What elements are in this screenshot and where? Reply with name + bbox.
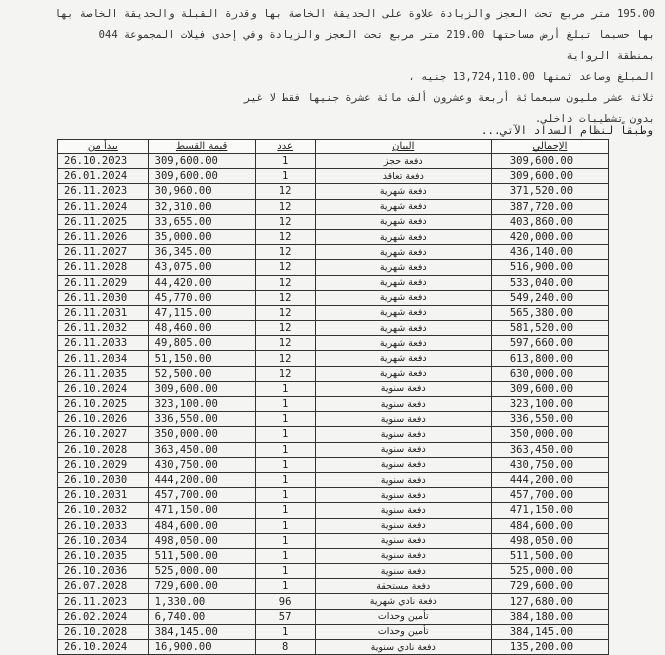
start-date-cell: 26.10.2025 <box>58 397 149 412</box>
table-row <box>58 427 609 442</box>
description-cell: دفعة شهرية <box>315 305 491 320</box>
count-cell: 1 <box>255 503 315 518</box>
description-cell: دفعة نادي سنوية <box>315 640 491 655</box>
description-cell: تأمين وحدات <box>315 624 491 639</box>
count-cell: 1 <box>255 169 315 184</box>
installment-value-cell: 309,600.00 <box>148 381 255 396</box>
count-cell: 8 <box>255 640 315 655</box>
table-row <box>58 457 609 472</box>
count-cell: 12 <box>255 366 315 381</box>
total-cell: 457,700.00 <box>491 488 608 503</box>
start-date-cell: 26.10.2032 <box>58 503 149 518</box>
total-cell: 309,600.00 <box>491 169 608 184</box>
start-date-cell: 26.11.2024 <box>58 199 149 214</box>
start-date-cell: 26.11.2029 <box>58 275 149 290</box>
total-cell: 484,600.00 <box>491 518 608 533</box>
start-date-cell: 26.11.2035 <box>58 366 149 381</box>
table-row <box>58 305 609 320</box>
total-cell: 511,500.00 <box>491 548 608 563</box>
installment-value-cell: 48,460.00 <box>148 321 255 336</box>
description-cell: دفعة مستحقة <box>315 579 491 594</box>
description-cell: دفعة شهرية <box>315 366 491 381</box>
count-cell: 1 <box>255 472 315 487</box>
description-cell: دفعة سنوية <box>315 472 491 487</box>
table-row <box>58 624 609 639</box>
installment-value-cell: 444,200.00 <box>148 472 255 487</box>
start-date-cell: 26.07.2028 <box>58 579 149 594</box>
start-date-cell: 26.10.2028 <box>58 624 149 639</box>
count-cell: 1 <box>255 579 315 594</box>
start-date-cell: 26.11.2031 <box>58 305 149 320</box>
installment-value-cell: 309,600.00 <box>148 169 255 184</box>
total-cell: 403,860.00 <box>491 214 608 229</box>
count-cell: 12 <box>255 199 315 214</box>
table-row <box>58 640 609 655</box>
table-row <box>58 518 609 533</box>
description-cell: دفعة شهرية <box>315 351 491 366</box>
table-header-row <box>58 140 609 154</box>
table-row <box>58 229 609 244</box>
description-cell: دفعة سنوية <box>315 533 491 548</box>
description-cell: دفعة شهرية <box>315 321 491 336</box>
count-cell: 12 <box>255 229 315 244</box>
installment-value-cell: 511,500.00 <box>148 548 255 563</box>
count-cell: 1 <box>255 457 315 472</box>
description-cell: دفعة سنوية <box>315 457 491 472</box>
table-row <box>58 154 609 169</box>
installment-value-cell: 47,115.00 <box>148 305 255 320</box>
installment-value-cell: 525,000.00 <box>148 564 255 579</box>
start-date-cell: 26.10.2029 <box>58 457 149 472</box>
installment-value-cell: 51,150.00 <box>148 351 255 366</box>
start-date-cell: 26.11.2033 <box>58 336 149 351</box>
header-installment-value: قيمة القسط <box>148 140 255 154</box>
start-date-cell: 26.11.2025 <box>58 214 149 229</box>
total-cell: 613,800.00 <box>491 351 608 366</box>
start-date-cell: 26.10.2036 <box>58 564 149 579</box>
count-cell: 12 <box>255 290 315 305</box>
start-date-cell: 26.11.2032 <box>58 321 149 336</box>
start-date-cell: 26.10.2027 <box>58 427 149 442</box>
total-cell: 565,380.00 <box>491 305 608 320</box>
description-cell: دفعة سنوية <box>315 518 491 533</box>
payment-intro: وطبقاً لنظام السداد الآتي... <box>480 124 653 137</box>
description-cell: دفعة سنوية <box>315 488 491 503</box>
preamble-line: المبلغ وصاعد ثمنها 13,724,110.00 جنيه ، <box>408 71 655 83</box>
installment-value-cell: 32,310.00 <box>148 199 255 214</box>
description-cell: دفعة سنوية <box>315 412 491 427</box>
table-row <box>58 412 609 427</box>
count-cell: 57 <box>255 609 315 624</box>
table-row <box>58 351 609 366</box>
description-cell: دفعة شهرية <box>315 184 491 199</box>
preamble-line: 195.00 متر مربع تحت العجز والزيادة علاوة على الحديقة الخاصة بها وقدرة القبلة والحديقة الخاصة بها <box>54 8 655 20</box>
start-date-cell: 26.11.2028 <box>58 260 149 275</box>
installment-value-cell: 30,960.00 <box>148 184 255 199</box>
total-cell: 384,180.00 <box>491 609 608 624</box>
count-cell: 12 <box>255 214 315 229</box>
total-cell: 384,145.00 <box>491 624 608 639</box>
start-date-cell: 26.11.2030 <box>58 290 149 305</box>
total-cell: 309,600.00 <box>491 381 608 396</box>
table-row <box>58 533 609 548</box>
installment-value-cell: 44,420.00 <box>148 275 255 290</box>
start-date-cell: 26.02.2024 <box>58 609 149 624</box>
total-cell: 444,200.00 <box>491 472 608 487</box>
total-cell: 323,100.00 <box>491 397 608 412</box>
count-cell: 12 <box>255 245 315 260</box>
count-cell: 12 <box>255 351 315 366</box>
count-cell: 1 <box>255 442 315 457</box>
description-cell: دفعة شهرية <box>315 336 491 351</box>
total-cell: 350,000.00 <box>491 427 608 442</box>
installment-value-cell: 16,900.00 <box>148 640 255 655</box>
start-date-cell: 26.10.2030 <box>58 472 149 487</box>
table-row <box>58 564 609 579</box>
total-cell: 336,550.00 <box>491 412 608 427</box>
count-cell: 1 <box>255 488 315 503</box>
table-row <box>58 609 609 624</box>
installment-value-cell: 52,500.00 <box>148 366 255 381</box>
total-cell: 630,000.00 <box>491 366 608 381</box>
installment-value-cell: 484,600.00 <box>148 518 255 533</box>
total-cell: 135,200.00 <box>491 640 608 655</box>
count-cell: 12 <box>255 321 315 336</box>
start-date-cell: 26.10.2026 <box>58 412 149 427</box>
start-date-cell: 26.10.2024 <box>58 381 149 396</box>
installment-value-cell: 350,000.00 <box>148 427 255 442</box>
count-cell: 12 <box>255 260 315 275</box>
total-cell: 436,140.00 <box>491 245 608 260</box>
table-row <box>58 579 609 594</box>
description-cell: دفعة شهرية <box>315 245 491 260</box>
total-cell: 420,000.00 <box>491 229 608 244</box>
installment-value-cell: 363,450.00 <box>148 442 255 457</box>
count-cell: 1 <box>255 548 315 563</box>
installment-value-cell: 43,075.00 <box>148 260 255 275</box>
start-date-cell: 26.10.2033 <box>58 518 149 533</box>
header-count: عدد <box>255 140 315 154</box>
total-cell: 430,750.00 <box>491 457 608 472</box>
preamble-text <box>40 4 655 130</box>
description-cell: دفعة شهرية <box>315 214 491 229</box>
installment-value-cell: 33,655.00 <box>148 214 255 229</box>
description-cell: دفعة سنوية <box>315 564 491 579</box>
total-cell: 309,600.00 <box>491 154 608 169</box>
table-row <box>58 199 609 214</box>
count-cell: 1 <box>255 381 315 396</box>
start-date-cell: 26.10.2035 <box>58 548 149 563</box>
installment-value-cell: 323,100.00 <box>148 397 255 412</box>
description-cell: دفعة سنوية <box>315 503 491 518</box>
start-date-cell: 26.11.2023 <box>58 184 149 199</box>
start-date-cell: 26.01.2024 <box>58 169 149 184</box>
table-row <box>58 472 609 487</box>
start-date-cell: 26.10.2034 <box>58 533 149 548</box>
payment-schedule-table <box>57 139 609 655</box>
description-cell: دفعة شهرية <box>315 290 491 305</box>
installment-value-cell: 471,150.00 <box>148 503 255 518</box>
table-row <box>58 260 609 275</box>
count-cell: 1 <box>255 427 315 442</box>
description-cell: دفعة نادي شهرية <box>315 594 491 609</box>
count-cell: 1 <box>255 412 315 427</box>
header-total: الإجمالي <box>491 140 608 154</box>
count-cell: 1 <box>255 564 315 579</box>
total-cell: 533,040.00 <box>491 275 608 290</box>
description-cell: دفعة حجز <box>315 154 491 169</box>
table-row <box>58 366 609 381</box>
table-row <box>58 214 609 229</box>
installment-value-cell: 45,770.00 <box>148 290 255 305</box>
count-cell: 12 <box>255 305 315 320</box>
preamble-line: بها حسبما تبلغ أرض مساحتها 219.00 متر مربع تحت العجز والزيادة وفي إحدى فيلات المجموعة 044 <box>98 29 655 41</box>
installment-value-cell: 430,750.00 <box>148 457 255 472</box>
total-cell: 516,900.00 <box>491 260 608 275</box>
table-row <box>58 397 609 412</box>
description-cell: دفعة شهرية <box>315 260 491 275</box>
description-cell: دفعة شهرية <box>315 275 491 290</box>
start-date-cell: 26.11.2034 <box>58 351 149 366</box>
description-cell: دفعة تعاقد <box>315 169 491 184</box>
table-row <box>58 169 609 184</box>
description-cell: دفعة سنوية <box>315 427 491 442</box>
count-cell: 1 <box>255 518 315 533</box>
installment-value-cell: 498,050.00 <box>148 533 255 548</box>
start-date-cell: 26.10.2028 <box>58 442 149 457</box>
table-row <box>58 275 609 290</box>
table-row <box>58 381 609 396</box>
installment-value-cell: 336,550.00 <box>148 412 255 427</box>
total-cell: 471,150.00 <box>491 503 608 518</box>
header-description: البيان <box>315 140 491 154</box>
table-row <box>58 290 609 305</box>
count-cell: 1 <box>255 533 315 548</box>
start-date-cell: 26.11.2023 <box>58 594 149 609</box>
header-start-date: يبدأ من <box>58 140 149 154</box>
preamble-line: ثلاثة عشر مليون سبعمائة أربعة وعشرون ألف مائة عشرة جنيها فقط لا غير <box>244 92 655 104</box>
description-cell: دفعة سنوية <box>315 442 491 457</box>
description-cell: تأمين وحدات <box>315 609 491 624</box>
description-cell: دفعة سنوية <box>315 548 491 563</box>
table-row <box>58 245 609 260</box>
installment-value-cell: 1,330.00 <box>148 594 255 609</box>
count-cell: 12 <box>255 336 315 351</box>
count-cell: 12 <box>255 184 315 199</box>
installment-value-cell: 36,345.00 <box>148 245 255 260</box>
table-row <box>58 488 609 503</box>
total-cell: 387,720.00 <box>491 199 608 214</box>
description-cell: دفعة سنوية <box>315 381 491 396</box>
start-date-cell: 26.10.2024 <box>58 640 149 655</box>
count-cell: 1 <box>255 624 315 639</box>
preamble-line: بدون تشطيبات داخلي. <box>534 113 655 125</box>
table-row <box>58 548 609 563</box>
installment-value-cell: 6,740.00 <box>148 609 255 624</box>
installment-value-cell: 309,600.00 <box>148 154 255 169</box>
table-row <box>58 442 609 457</box>
installment-value-cell: 35,000.00 <box>148 229 255 244</box>
total-cell: 363,450.00 <box>491 442 608 457</box>
table-row <box>58 184 609 199</box>
count-cell: 1 <box>255 154 315 169</box>
table-row <box>58 503 609 518</box>
description-cell: دفعة شهرية <box>315 229 491 244</box>
total-cell: 371,520.00 <box>491 184 608 199</box>
start-date-cell: 26.10.2023 <box>58 154 149 169</box>
count-cell: 96 <box>255 594 315 609</box>
table-row <box>58 321 609 336</box>
count-cell: 1 <box>255 397 315 412</box>
installment-value-cell: 49,805.00 <box>148 336 255 351</box>
preamble-line: بمنطقة الرواية <box>566 50 655 62</box>
count-cell: 12 <box>255 275 315 290</box>
total-cell: 581,520.00 <box>491 321 608 336</box>
total-cell: 729,600.00 <box>491 579 608 594</box>
start-date-cell: 26.11.2027 <box>58 245 149 260</box>
total-cell: 597,660.00 <box>491 336 608 351</box>
description-cell: دفعة شهرية <box>315 199 491 214</box>
installment-value-cell: 384,145.00 <box>148 624 255 639</box>
total-cell: 525,000.00 <box>491 564 608 579</box>
table-row <box>58 594 609 609</box>
total-cell: 549,240.00 <box>491 290 608 305</box>
installment-value-cell: 457,700.00 <box>148 488 255 503</box>
total-cell: 498,050.00 <box>491 533 608 548</box>
description-cell: دفعة سنوية <box>315 397 491 412</box>
start-date-cell: 26.11.2026 <box>58 229 149 244</box>
table-row <box>58 336 609 351</box>
installment-value-cell: 729,600.00 <box>148 579 255 594</box>
total-cell: 127,680.00 <box>491 594 608 609</box>
start-date-cell: 26.10.2031 <box>58 488 149 503</box>
